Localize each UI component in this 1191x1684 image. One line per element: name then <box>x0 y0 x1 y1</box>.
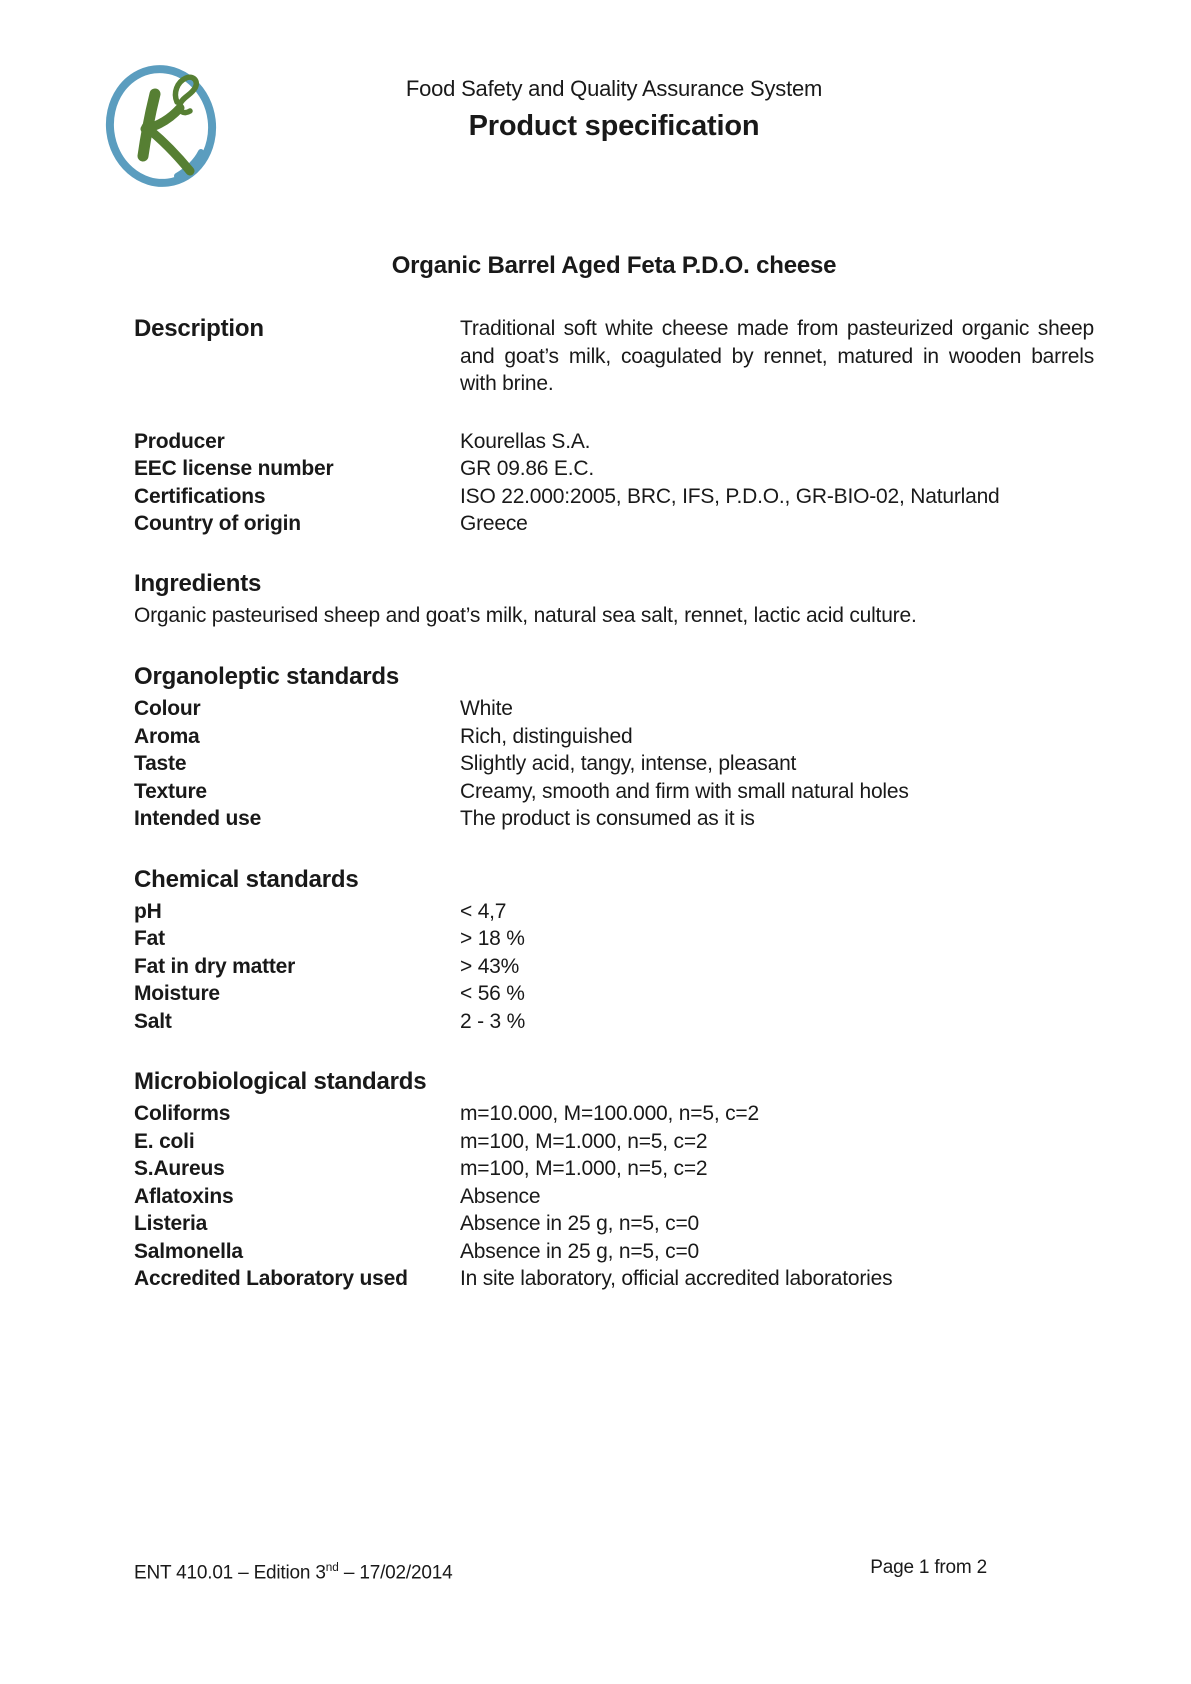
document-body <box>134 250 1094 1293</box>
spec-row-label: Fat in dry matter <box>134 954 296 978</box>
spec-row-value: m=10.000, M=100.000, n=5, c=2 <box>460 1102 759 1125</box>
spec-row-value: Creamy, smooth and firm with small natural holes <box>460 779 909 803</box>
spec-row <box>134 805 1094 833</box>
microbiological-rows <box>134 1100 1094 1293</box>
spec-row-value: The product is consumed as it is <box>460 807 755 830</box>
spec-row-label: Aflatoxins <box>134 1184 234 1208</box>
section-chemical-standards <box>134 865 1094 1036</box>
spec-row-label: Salmonella <box>134 1239 243 1263</box>
spec-row-label: EEC license number <box>134 457 334 480</box>
spec-row-label: Taste <box>134 752 187 775</box>
spec-row <box>134 1155 1094 1183</box>
ingredients-text: Organic pasteurised sheep and goat’s milk, natural sea salt, rennet, lactic acid culture. <box>134 603 917 627</box>
footer-document-reference: ENT 410.01 – Edition 3nd – 17/02/2014 <box>134 1561 453 1584</box>
spec-row-value: > 43% <box>460 954 520 978</box>
spec-row-value: Greece <box>460 512 528 535</box>
spec-row <box>134 1183 1094 1211</box>
spec-row <box>134 695 1094 723</box>
kourellas-logo <box>99 58 223 194</box>
spec-row-label: Colour <box>134 697 201 720</box>
spec-row <box>134 428 1094 456</box>
spec-row-value: < 4,7 <box>460 899 507 923</box>
section-heading: Ingredients <box>134 569 262 597</box>
spec-row-label: S.Aureus <box>134 1157 225 1180</box>
spec-row-label: Intended use <box>134 807 262 830</box>
spec-row-label: Producer <box>134 429 225 453</box>
spec-row-label: Texture <box>134 779 207 803</box>
section-ingredients <box>134 569 1094 630</box>
header-document-type: Product specification <box>468 110 760 142</box>
spec-row-label: Accredited Laboratory used <box>134 1267 408 1290</box>
spec-row-value: Slightly acid, tangy, intense, pleasant <box>460 752 797 775</box>
spec-row-value: In site laboratory, official accredited laboratories <box>460 1267 893 1290</box>
spec-row <box>134 750 1094 778</box>
spec-row-value: Absence in 25 g, n=5, c=0 <box>460 1239 700 1263</box>
page-footer <box>134 1556 987 1585</box>
spec-row <box>134 510 1094 538</box>
spec-row <box>134 1128 1094 1156</box>
spec-row <box>134 925 1094 953</box>
spec-row <box>134 1210 1094 1238</box>
section-organoleptic-standards <box>134 662 1094 833</box>
section-heading: Chemical standards <box>134 865 359 893</box>
spec-row-label: pH <box>134 899 162 923</box>
spec-row-value: Rich, distinguished <box>460 724 633 748</box>
spec-row <box>134 778 1094 806</box>
spec-row-label: Listeria <box>134 1212 208 1235</box>
description-text: Traditional soft white cheese made from pasteurized organic sheep and goat’s milk, coagulated by rennet, matured in wooden barrels with brine. <box>460 317 1094 395</box>
spec-row-value: ISO 22.000:2005, BRC, IFS, P.D.O., GR-BIO-02, Naturland <box>460 484 1000 508</box>
chemical-rows <box>134 898 1094 1036</box>
logo-monogram-icon <box>143 77 196 171</box>
section-heading: Organoleptic standards <box>134 663 399 690</box>
spec-row <box>134 980 1094 1008</box>
spec-row-value: m=100, M=1.000, n=5, c=2 <box>460 1157 708 1180</box>
spec-row <box>134 953 1094 981</box>
spec-row <box>134 1238 1094 1266</box>
footer-edition-ordinal: nd <box>325 1561 339 1574</box>
description-label: Description <box>134 315 264 342</box>
spec-row-label: Moisture <box>134 982 220 1005</box>
section-microbiological-standards <box>134 1067 1094 1293</box>
spec-row-value: GR 09.86 E.C. <box>460 457 594 480</box>
spec-row-value: 2 - 3 % <box>460 1009 526 1033</box>
spec-row <box>134 1100 1094 1128</box>
section-heading: Microbiological standards <box>134 1068 427 1095</box>
spec-row <box>134 723 1094 751</box>
spec-row-label: Country of origin <box>134 512 301 535</box>
spec-row <box>134 1265 1094 1293</box>
spec-row <box>134 898 1094 926</box>
spec-row <box>134 483 1094 511</box>
document-header <box>134 0 1094 144</box>
spec-row-value: < 56 % <box>460 982 525 1005</box>
header-system-title: Food Safety and Quality Assurance System <box>405 76 823 101</box>
spec-row-label: Certifications <box>134 484 266 508</box>
footer-page-number: Page 1 from 2 <box>870 1557 987 1578</box>
spec-row <box>134 1008 1094 1036</box>
description-row <box>134 315 1094 398</box>
spec-row-label: Coliforms <box>134 1102 231 1125</box>
producer-info-block <box>134 428 1094 538</box>
product-title: Organic Barrel Aged Feta P.D.O. cheese <box>391 252 837 279</box>
spec-row <box>134 455 1094 483</box>
spec-row-value: m=100, M=1.000, n=5, c=2 <box>460 1129 708 1153</box>
spec-row-label: Fat <box>134 927 165 950</box>
spec-row-value: Absence <box>460 1184 541 1208</box>
spec-row-value: Kourellas S.A. <box>460 429 591 453</box>
spec-row-label: Salt <box>134 1009 172 1033</box>
spec-row-label: E. coli <box>134 1129 195 1153</box>
spec-row-value: > 18 % <box>460 927 525 950</box>
spec-row-value: Absence in 25 g, n=5, c=0 <box>460 1212 700 1235</box>
spec-row-label: Aroma <box>134 724 200 748</box>
organoleptic-rows <box>134 695 1094 833</box>
spec-row-value: White <box>460 697 513 720</box>
